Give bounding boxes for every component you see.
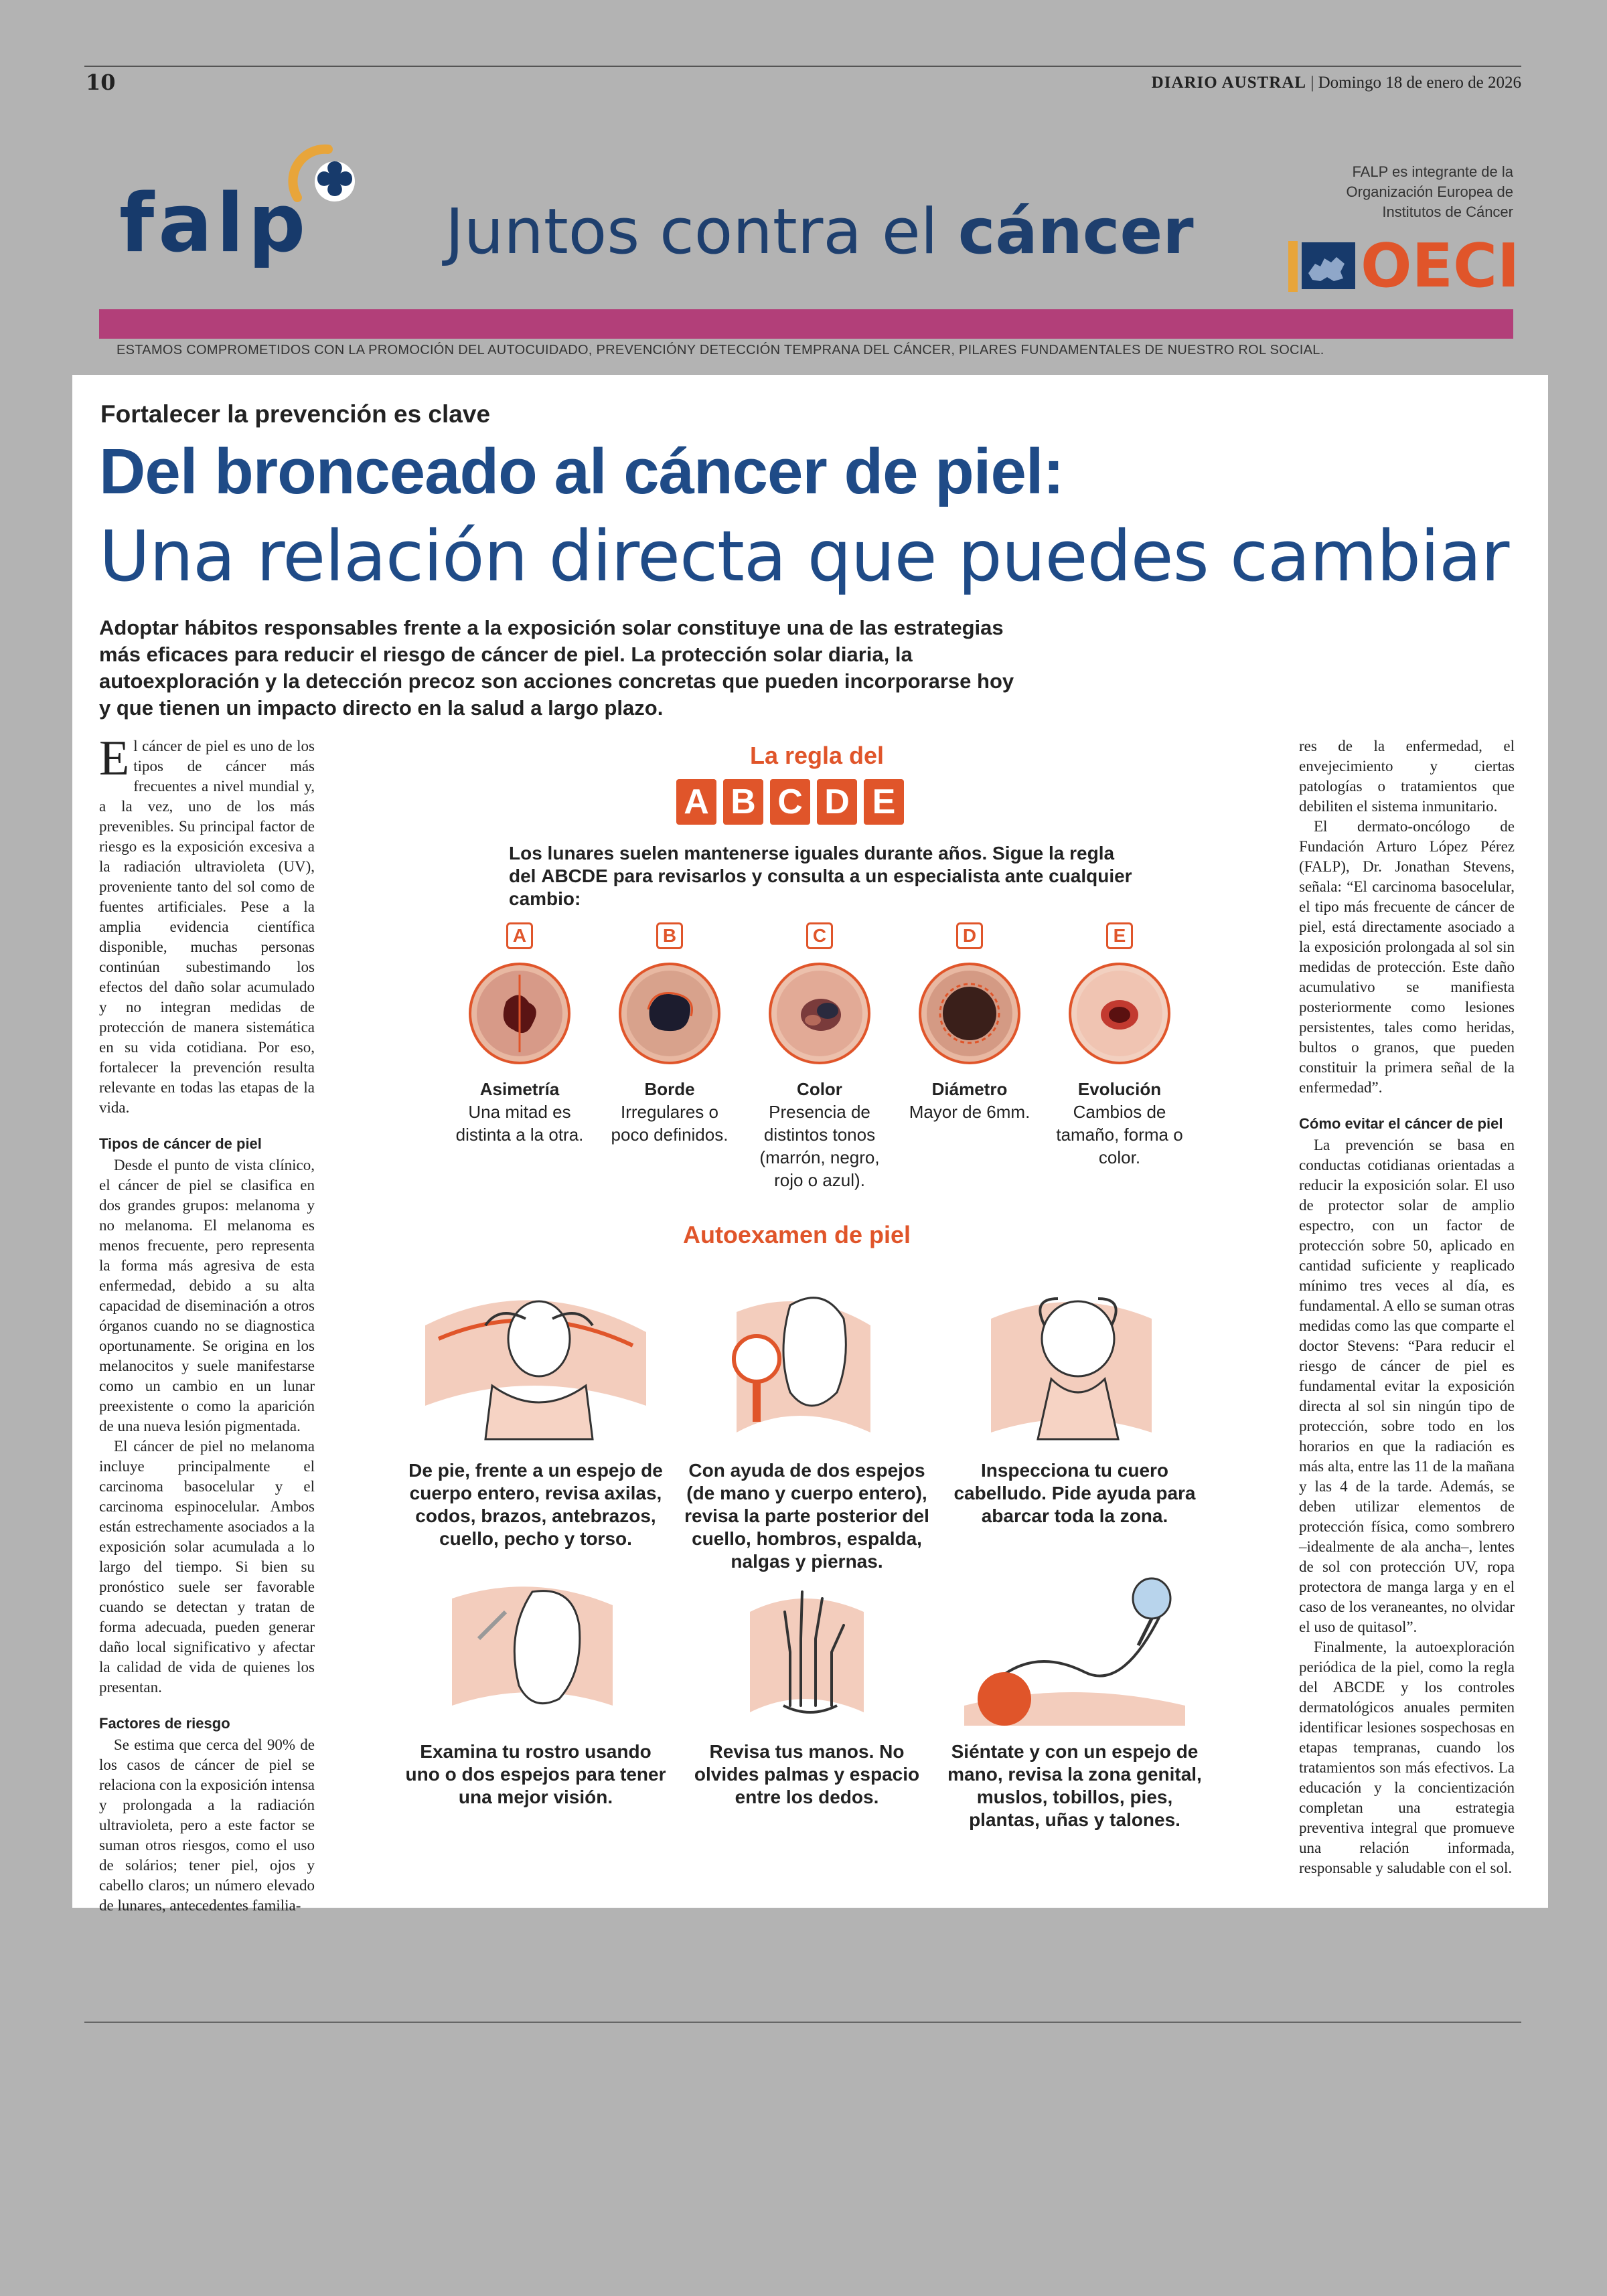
abcde-item-desc: Presencia de distintos tonos (marrón, negro, rojo o azul). [759, 1102, 880, 1190]
section-heading: Tipos de cáncer de piel [99, 1135, 262, 1152]
paragraph: El cáncer de piel no melanoma incluye principalmente el carcinoma basocelular y el carcinoma espinocelular. Ambos están estrechamente asociados a la exposición solar acumulada a lo largo del tiempo. Si bien su pronóstico suele ser favorable cuando se detectan y tratan de forma adecuada, pueden generar daño local significativo y afectar la calidad de vida de quienes los presentan. [99, 1438, 315, 1696]
oeci-line-2: Organización Europea de [1346, 183, 1513, 200]
abcde-letter-b: B [723, 779, 763, 825]
bottom-rule [84, 2022, 1521, 2023]
oeci-logo [1286, 231, 1520, 301]
europe-map-icon [1286, 233, 1359, 300]
abcde-item-a [453, 1078, 587, 1146]
oeci-logo-text: OECI [1361, 231, 1520, 301]
slogan-pre: Juntos contra el [445, 195, 958, 268]
brand-color-bar [99, 309, 1513, 339]
self-exam-title: Autoexamen de piel [682, 1221, 911, 1248]
paragraph: res de la enfermedad, el envejecimiento y ciertas patologías o tratamientos que debiliten el sistema inmunitario. [1299, 738, 1515, 815]
article-left-column [99, 731, 315, 1916]
oeci-membership-note [1312, 162, 1513, 222]
color-mole-icon [767, 961, 872, 1066]
drop-cap: E [99, 731, 130, 786]
abcde-item-c [753, 1078, 887, 1192]
paragraph: La prevención se basa en conductas cotidianas orientadas a reducir la exposición solar. El uso de protector solar de amplio espectro, con un factor de protección sobre 50, aplicado en cantidad suficiente y reaplicado mínimo tres veces al día, es fundamental. A ello se suman otras medidas como las que comparte el doctor Stevens: “Para reducir el riesgo de cáncer de piel es fundamental evitar la exposición directa al sol sin ningún tipo de protección, sobre todo en los horarios en que la radiación es más alta, entre las 11 de la mañana y las 4 de la tarde. Además, se deben utilizar elementos de protección física, como sombrero –idealmente de ala ancha–, lentes de sol con protección UV, ropa protectora de manga larga y en el caso de los veraneantes, no olvidar el uso de quitasol”. [1299, 1137, 1515, 1635]
paragraph: Desde el punto de vista clínico, el cáncer de piel se clasifica en dos grandes grupos: melanoma y no melanoma. El melanoma es menos frecuente, pero representa la forma más agresiva de esta enfermedad, debido a su alta capacidad de diseminación a otros órganos cuando no se diagnostica oportunamente. Se origina en los melanocitos y suele manifestarse como un cambio en un lunar preexistente o como la aparición de una nueva lesión pigmentada. [99, 1157, 315, 1434]
abcde-item-name: Color [797, 1079, 842, 1099]
article-headline: Del bronceado al cáncer de piel: [99, 436, 1064, 507]
abcde-item-name: Evolución [1077, 1079, 1162, 1099]
masthead-name: DIARIO AUSTRAL [1151, 74, 1307, 92]
paragraph: Finalmente, la autoexploración periódica de la piel, como la regla del ABCDE y los controles dermatológicos anuales permiten identificar lesiones sospechosas en etapas tempranas, cuando los tratamientos son más efectivos. La educación y la concientización completan una estrategia preventiva integral que promueve una relación informada, responsable y saludable con el sol. [1299, 1639, 1515, 1876]
abcde-letter-c: C [770, 779, 810, 825]
abcde-item-d [903, 1078, 1037, 1123]
abcde-item-desc: Cambios de tamaño, forma o color. [1056, 1102, 1183, 1167]
hands-exam-icon [683, 1572, 931, 1732]
self-exam-step-6: Siéntate y con un espejo de mano, revisa la zona genital, muslos, tobillos, pies, plantas, uñas y talones. [947, 1741, 1202, 1830]
falp-logo-word: falp [119, 177, 310, 270]
diameter-mole-icon [917, 961, 1022, 1066]
abcde-item-name: Borde [644, 1079, 695, 1099]
abcde-item-desc: Mayor de 6mm. [909, 1102, 1030, 1122]
masthead-date: | Domingo 18 de enero de 2026 [1310, 74, 1521, 92]
standing-mirror-exam-icon [412, 1285, 660, 1446]
abcde-intro-text: Los lunares suelen mantenerse iguales durante años. Sigue la regla del [509, 843, 1115, 886]
self-exam-step-4: Examina tu rostro usando uno o dos espejos para tener una mejor visión. [405, 1741, 666, 1807]
oeci-line-1: FALP es integrante de la [1352, 163, 1513, 180]
article-kicker: Fortalecer la prevención es clave [100, 400, 491, 428]
paragraph [99, 731, 315, 1118]
face-exam-icon [412, 1572, 660, 1732]
seated-mirror-exam-icon [951, 1572, 1199, 1732]
page-number: 10 [86, 70, 116, 95]
paragraph: Se estima que cerca del 90% de los casos de cáncer de piel se relaciona con la exposición intensa y prolongada a la radiación ultravioleta, pero a este factor se suman otros riesgos, como el uso de solários; tener piel, ojos y cabello claros; un número elevado de lunares, antecedentes familia- [99, 1736, 315, 1914]
abcde-letter-e: E [864, 779, 904, 825]
section-heading: Factores de riesgo [99, 1715, 230, 1732]
oeci-line-3: Institutos de Cáncer [1382, 203, 1513, 220]
evolution-mole-icon [1067, 961, 1172, 1066]
abcde-item-desc: Irregulares o poco definidos. [611, 1102, 729, 1145]
mole-letter: C [806, 922, 833, 949]
border-mole-icon [617, 961, 722, 1066]
abcde-letter-d: D [817, 779, 857, 825]
abcde-item-name: Asimetría [479, 1079, 560, 1099]
mole-letter: D [956, 922, 983, 949]
two-mirrors-exam-icon [683, 1285, 931, 1446]
abcde-intro-bold: ABCDE [541, 866, 608, 886]
abcde-intro [509, 842, 1138, 910]
self-exam-step-1: De pie, frente a un espejo de cuerpo entero, revisa axilas, codos, brazos, antebrazos, cuello, pecho y torso. [408, 1460, 663, 1549]
mole-letter: B [656, 922, 683, 949]
asymmetry-mole-icon [467, 961, 572, 1066]
scalp-exam-icon [951, 1285, 1199, 1446]
abcde-intro-text-end: para revisarlos y consulta a un especialista ante cualquier cambio: [509, 866, 1132, 909]
section-heading: Cómo evitar el cáncer de piel [1299, 1115, 1503, 1132]
abcde-item-e [1053, 1078, 1187, 1169]
paragraph: El dermato-oncólogo de Fundación Arturo López Pérez (FALP), Dr. Jonathan Stevens, señala: “El carcinoma basocelular, el tipo más frecuente de cáncer de piel, está directamente asociado a la exposición prolongada al sol sin medidas de protección. Este daño acumulativo se manifiesta posteriormente como lesiones persistentes, tales como heridas, bultos o granos, que pueden constituir la primera señal de la enfermedad”. [1299, 818, 1515, 1096]
slogan [445, 195, 1194, 268]
abcde-title: La regla del [749, 742, 885, 769]
mole-letter: E [1106, 922, 1133, 949]
article-lead: Adoptar hábitos responsables frente a la exposición solar constituye una de las estrategias más eficaces para reducir el riesgo de cáncer de piel. La protección solar diaria, la autoexploración y la detección precoz son acciones concretas que pueden incorporarse hoy y que tienen un impacto directo en la salud a largo plazo. [99, 616, 1014, 720]
abcde-letter-a: A [676, 779, 716, 825]
abcde-item-name: Diámetro [931, 1079, 1008, 1099]
top-rule [84, 66, 1521, 67]
masthead [1152, 74, 1521, 92]
abcde-item-b [603, 1078, 737, 1146]
paragraph-text: l cáncer de piel es uno de los tipos de cáncer más frecuentes a nivel mundial y, a la vez, uno de los más prevenibles. Su principal factor de riesgo es la exposición excesiva a la radiación ultravioleta (UV), proveniente tanto del sol como de fuentes artificiales. Pese a la amplia evidencia científica disponible, muchas personas continúan subestimando los efectos del daño solar acumulado y no integran medidas de protección de manera sistemática en su vida cotidiana. Por eso, fortalecer la prevención resulta relevante en todas las etapas de la vida. [99, 738, 315, 1116]
self-exam-step-3: Inspecciona tu cuero cabelludo. Pide ayuda para abarcar toda la zona. [953, 1460, 1196, 1526]
abcde-item-desc: Una mitad es distinta a la otra. [455, 1102, 584, 1145]
article-right-column [1299, 736, 1515, 1878]
slogan-bold: cáncer [958, 195, 1194, 268]
mole-letter: A [506, 922, 533, 949]
commitment-strapline: ESTAMOS COMPROMETIDOS CON LA PROMOCIÓN DEL AUTOCUIDADO, PREVENCIÓNY DETECCIÓN TEMPRANA DEL CÁNCER, PILARES FUNDAMENTALES DE NUESTRO ROL SOCIAL. [117, 343, 1324, 357]
article-subhead: Una relación directa que puedes cambiar [99, 515, 1509, 597]
self-exam-step-2: Con ayuda de dos espejos (de mano y cuerpo entero), revisa la parte posterior del cuello, hombros, espalda, nalgas y piernas. [684, 1460, 929, 1572]
self-exam-step-5: Revisa tus manos. No olvides palmas y espacio entre los dedos. [694, 1741, 920, 1807]
